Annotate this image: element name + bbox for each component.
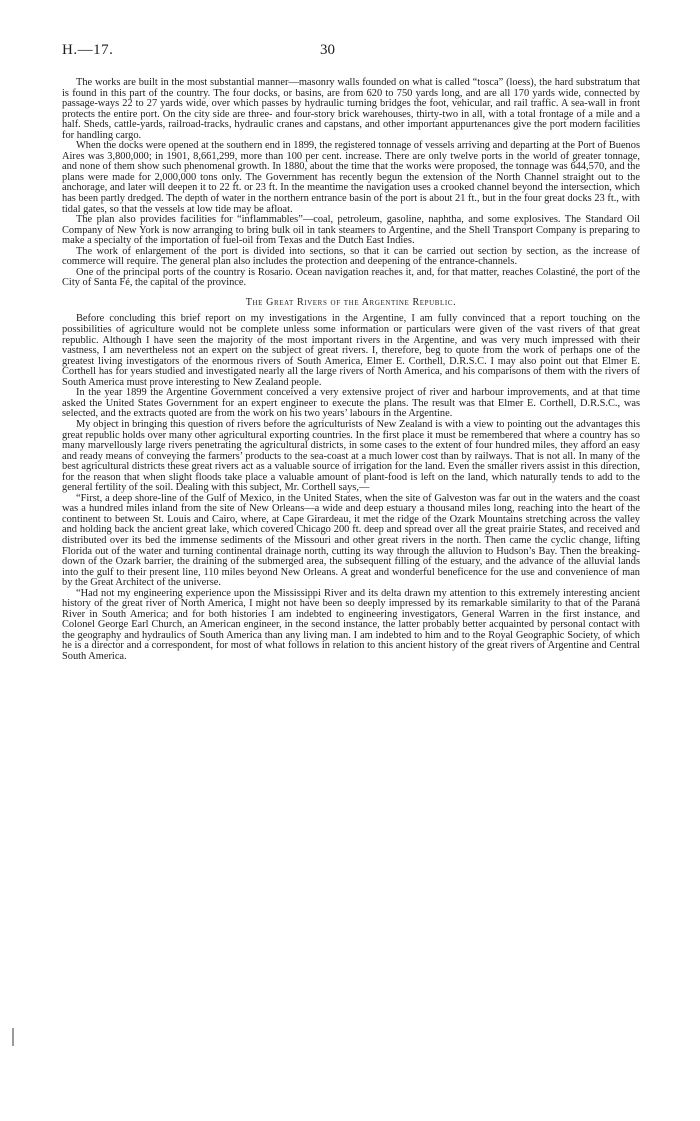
paragraph: “Had not my engineering experience upon the Mississippi River and its delta drawn my attention to this extremely interesting ancient history of the great river of North America, I might not have been so deeply impressed by its remarkable similarity to that of the Paraná River in South America; and for both histories I am indebted to engineering investigators, General Warren in the first instance, and Colonel George Earl Church, an American engineer, in the second instance, the latter probably better acquainted by personal contact with the geography and hydraulics of South America than any living man. I am indebted to him and to the Royal Geographic Society, of which he is a director and a correspondent, for most of what follows in relation to this ancient history of the great rivers of Argentine and Central South America. — [62, 587, 640, 662]
paragraph: My object in bringing this question of rivers before the agriculturists of New Zealand is with a view to pointing out the advantages this great republic holds over many other agricultural exporting countries. In the first place it must be remembered that where a country has so many marvellously large rivers penetrating the agricultural districts, in some cases to the extent of four hundred miles, they afford an easy and ready means of conveying the farmers’ products to the sea-coast at a much lower cost than by railways. That is not all. In many of the best agricultural districts these great rivers act as a valuable source of irrigation for the land. Even the smaller rivers assist in this direction, for the reason that when slight floods take place a valuable amount of plant-food is left on the land, which naturally tends to add to the general fertility of the soil. Dealing with this subject, Mr. Corthell says,— — [62, 418, 640, 494]
page-number: 30 — [320, 42, 335, 58]
paragraph: The works are built in the most substantial manner—masonry walls founded on what is called “tosca” (loess), the hard substratum that is found in this part of the country. The four docks, or basins, are from 620 to 750 yards long, and are all 170 yards wide, connected by passage-ways 22 to 27 yards wide, over which passes by hydraulic turning bridges the foot, vehicular, and rail traffic. A sea-wall in front protects the entire port. On the city side are three- and four-story brick warehouses, thirty-two in all, with a total frontage of a mile and a half. Sheds, cattle-yards, railroad-tracks, hydraulic cranes and capstans, and other important appurtenances give the port modern facilities for handling cargo. — [62, 77, 640, 141]
paragraph: The plan also provides facilities for “inflammables”—coal, petroleum, gasoline, naphtha, and some explosives. The Standard Oil Company of New York is now arranging to bring bulk oil in tank steamers to Argentine, and the Shell Transport Company is preparing to make a specialty of the importation of fuel-oil from Texas and the Dutch East Indies. — [62, 214, 640, 247]
paragraph: One of the principal ports of the country is Rosario. Ocean navigation reaches it, and, for that matter, reaches Colastiné, the port of the City of Santa Fé, the capital of the province. — [62, 266, 640, 289]
body-text — [62, 78, 640, 663]
section-heading: The Great Rivers of the Argentine Republic. — [245, 296, 457, 308]
margin-mark — [12, 1028, 14, 1046]
page-header — [62, 42, 640, 64]
paragraph: Before concluding this brief report on my investigations in the Argentine, I am fully convinced that a report touching on the possibilities of agriculture would not be complete unless some information or particulars were given of the vast rivers of that great republic. Although I have seen the majority of the most important rivers in the Argentine, and was very much impressed with their vastness, I am nevertheless not an expert on the subject of great rivers. I, therefore, beg to quote from the work of perhaps one of the greatest living investigators of the enormous rivers of South America, Elmer E. Corthell, D.R.S.C. I may also point out that Elmer E. Corthell has for years studied and investigated nearly all the large rivers of North America, and his comparisons of them with the rivers of South America must prove interesting to New Zealand people. — [62, 313, 640, 388]
paragraph: In the year 1899 the Argentine Government conceived a very extensive project of river and harbour improvements, and at that time asked the United States Government for an expert engineer to execute the plans. The result was that Elmer E. Corthell, D.R.S.C., was selected, and the extracts quoted are from the work on his two years’ labours in the Argentine. — [62, 387, 640, 420]
paragraph: “First, a deep shore-line of the Gulf of Mexico, in the United States, when the site of Galveston was far out in the waters and the coast was a hundred miles inland from the site of New Orleans—a wide and deep estuary a thousand miles long, reaching into the heart of the continent to between St. Louis and Cairo, where, at Cape Girardeau, it met the ridge of the Ozark Mountains stretching across the valley and holding back the ancient great lake, which covered Chicago 200 ft. deep and spread over all the great prairie States, and received and distributed over its bed the immense sediments of the Missouri and other great rivers in the north. Then came the cyclic change, lifting Florida out of the water and turning continental drainage north, cutting its way through the alluvion to Hudson’s Bay. Then the breaking-down of the Ozark barrier, the draining of the submerged area, the subsequent filling of the estuary, and the advance of the alluvial lands into the gulf to their present line, 110 miles beyond New Orleans. A great and wonderful beneficence for the use and convenience of man by the Great Architect of the universe. — [62, 492, 640, 589]
paragraph: The work of enlargement of the port is divided into sections, so that it can be carried out section by section, as the increase of commerce will require. The general plan also includes the protection and deepening of the entrance-channels. — [62, 245, 640, 268]
document-reference: H.—17. — [62, 42, 114, 58]
paragraph: When the docks were opened at the southern end in 1899, the registered tonnage of vessels arriving and departing at the Port of Buenos Aires was 3,800,000; in 1901, 8,661,299, more than 100 per cent. increase. There are only twelve ports in the world of greater tonnage, and none of them show such phenomenal growth. In 1880, about the time that the works were proposed, the tonnage was 644,570, and the plans were made for 2,000,000 tons only. The Government has recently begun the extension of the North Channel straight out to the anchorage, and later will deepen it to 22 ft. or 23 ft. In the meantime the navigation uses a crooked channel beyond the intersection, which has been partly dredged. The depth of water in the northern entrance basin of the port is about 21 ft., but in the four great docks 23 ft., with tidal gates, so that the vessels at low tide may be afloat. — [62, 140, 640, 215]
